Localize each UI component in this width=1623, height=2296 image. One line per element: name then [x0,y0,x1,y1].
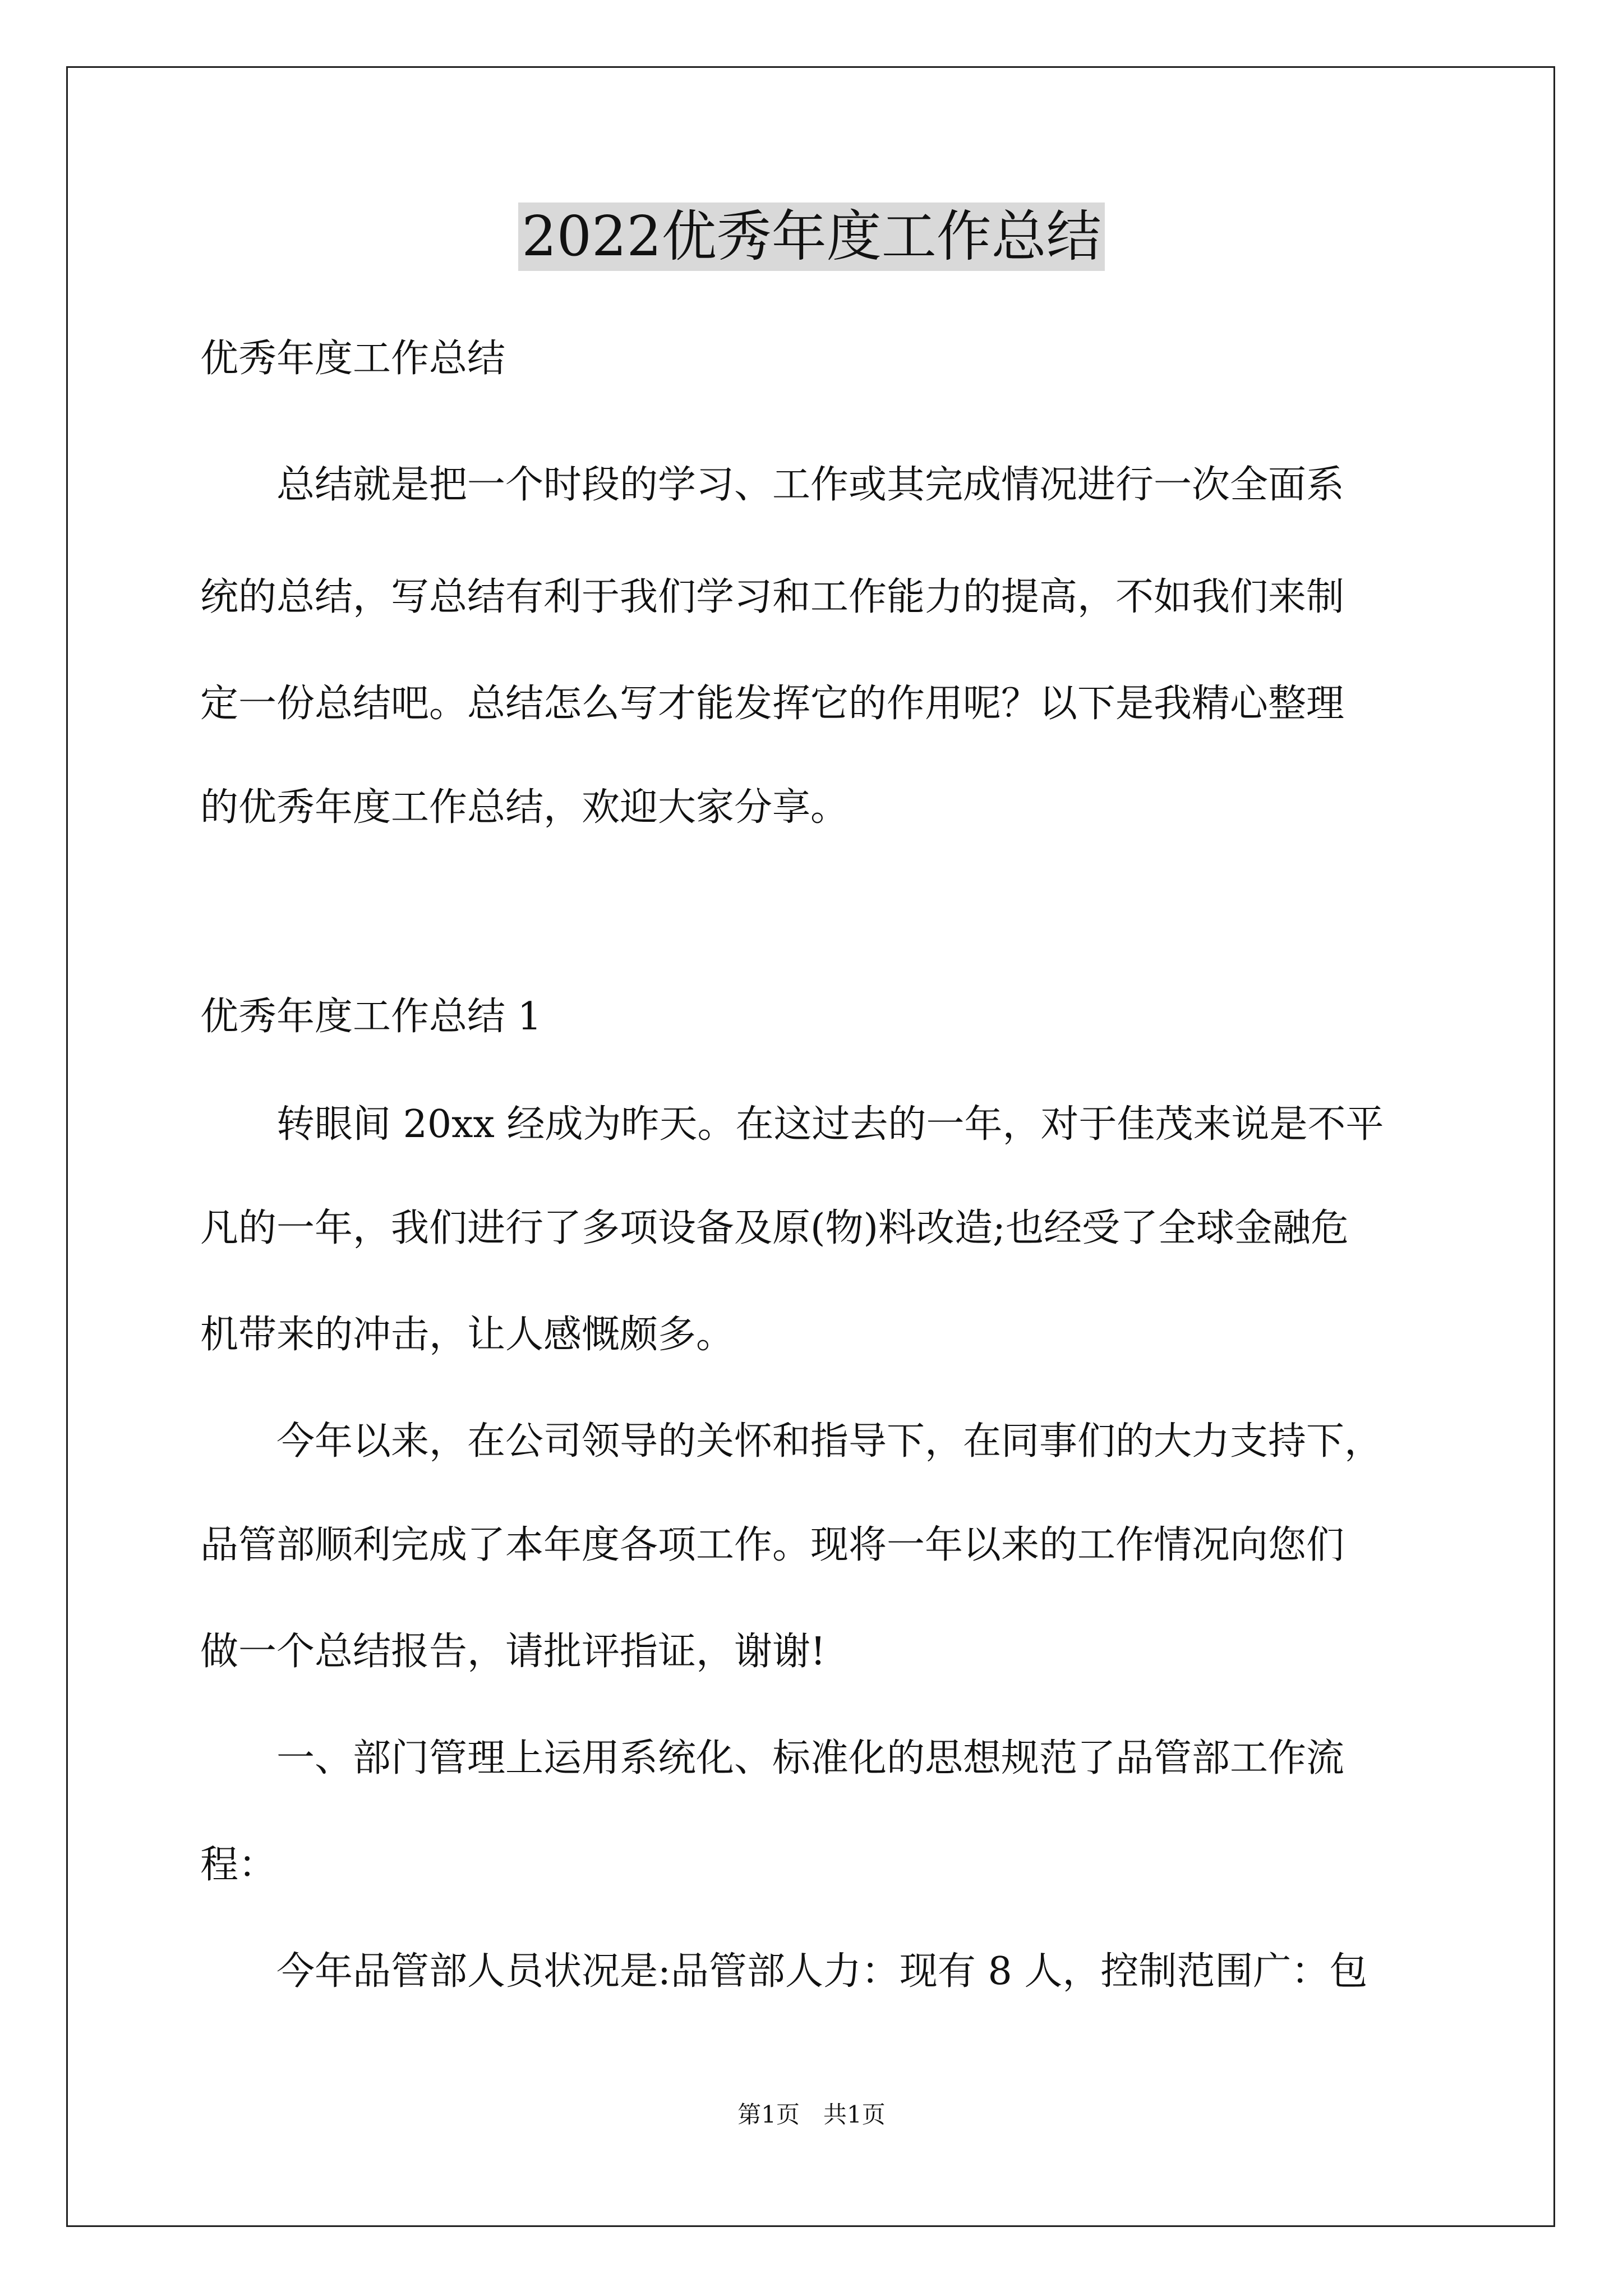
paragraph-line: 定一份总结吧。总结怎么写才能发挥它的作用呢？以下是我精心整理 [200,682,1345,726]
paragraph-line: 一、部门管理上运用系统化、标准化的思想规范了品管部工作流 [200,1736,1345,1780]
page-footer: 第1页 共1页 [737,2101,886,2128]
paragraph-line: 机带来的冲击，让人感慨颇多。 [200,1313,735,1357]
section-heading-1: 优秀年度工作总结 1 [200,995,542,1039]
paragraph-line: 总结就是把一个时段的学习、工作或其完成情况进行一次全面系 [200,463,1345,507]
document-title: 2022优秀年度工作总结 [0,197,1623,276]
paragraph-line: 品管部顺利完成了本年度各项工作。现将一年以来的工作情况向您们 [200,1523,1345,1567]
paragraph-line: 今年以来，在公司领导的关怀和指导下，在同事们的大力支持下， [200,1419,1383,1464]
paragraph-line: 程： [200,1843,277,1887]
paragraph-line: 凡的一年，我们进行了多项设备及原(物)料改造;也经受了全球金融危 [200,1206,1349,1250]
paragraph-line: 今年品管部人员状况是:品管部人力：现有 8 人，控制范围广：包 [200,1949,1368,1994]
paragraph-line: 的优秀年度工作总结，欢迎大家分享。 [200,785,849,830]
section-heading-intro: 优秀年度工作总结 [200,337,506,381]
paragraph-line: 统的总结，写总结有利于我们学习和工作能力的提高，不如我们来制 [200,575,1345,619]
paragraph-line: 转眼间 20xx 经成为昨天。在这过去的一年，对于佳茂来说是不平 [200,1102,1384,1147]
paragraph-line: 做一个总结报告，请批评指证，谢谢! [200,1630,826,1674]
